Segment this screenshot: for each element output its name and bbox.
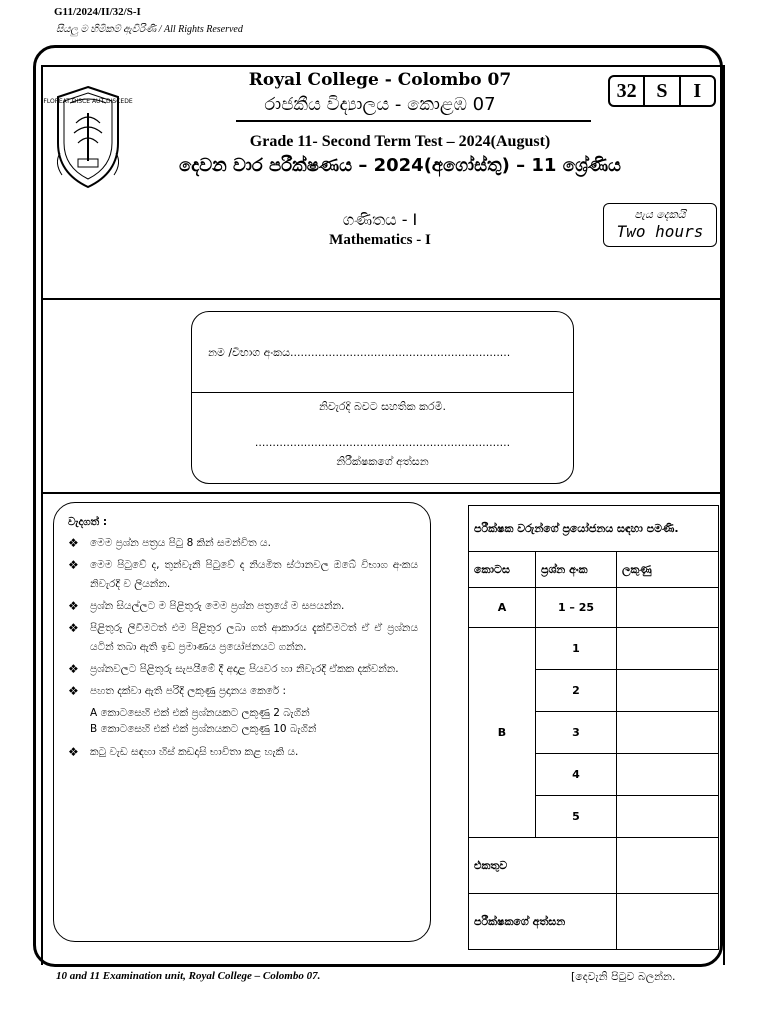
school-crest-icon — [43, 83, 133, 193]
name-field[interactable] — [208, 346, 510, 360]
marks-cell[interactable] — [617, 754, 719, 796]
paper-code: G11/2024/II/32/S-I — [54, 6, 141, 18]
school-name-en: Royal College - Colombo 07 — [248, 70, 512, 90]
instruction-item: ❖ කටු වැඩ සඳහා හිස් කඩදාසි භාවිතා කළ හැකි ය. — [68, 743, 418, 762]
code-medium: S — [643, 77, 678, 105]
a-range-cell: 1 – 25 — [536, 588, 617, 628]
examiner-sign-cell[interactable] — [617, 894, 719, 950]
b-question-cell: 1 — [536, 628, 617, 670]
bullet-icon: ❖ — [68, 621, 79, 635]
name-label: නම /විභාග අංකය — [208, 346, 291, 359]
subject-en: Mathematics - I — [329, 232, 431, 248]
total-cell[interactable] — [617, 838, 719, 894]
bullet-icon: ❖ — [68, 536, 79, 550]
b-question-cell: 4 — [536, 754, 617, 796]
exam-title-si: දෙවන වාර පරීක්ෂණය – 2024(අගෝස්තු) – 11 ශ්‍රේණිය — [178, 155, 621, 176]
marks-cell[interactable] — [617, 628, 719, 670]
instruction-item: ❖ ප්‍රශ්න සියල්ලට ම පිළිතුරු මෙම ප්‍රශ්න පත්‍රයේ ම සපයන්න. — [68, 597, 418, 616]
header-question-no: ප්‍රශ්න අංක — [536, 552, 617, 588]
total-label: එකතුව — [469, 838, 617, 894]
footer-unit: 10 and 11 Examination unit, Royal College – Colombo 07. — [56, 970, 321, 982]
instruction-item: ❖ පහත දක්වා ඇති පරිදි ලකුණු ප්‍රදානය කෙරේ : — [68, 682, 418, 701]
bullet-icon: ❖ — [68, 684, 79, 698]
time-si: පැය දෙකයි — [634, 208, 686, 221]
code-number: 32 — [616, 79, 637, 102]
bullet-icon: ❖ — [68, 558, 79, 572]
exam-title-en: Grade 11- Second Term Test – 2024(August) — [249, 133, 551, 150]
marks-cell[interactable] — [617, 670, 719, 712]
supervisor-signature-label: නිරීක්ෂකගේ අත්සන — [336, 455, 429, 468]
bullet-icon: ❖ — [68, 662, 79, 676]
instruction-item: ❖ ප්‍රශ්නවලට පිළිතුරු සැපයීමේ දී අදාළ පියවර හා නිවැරදි ඒකක දක්වන්න. — [68, 660, 418, 679]
subject-si: ගණිතය - I — [342, 210, 418, 229]
crest-motto: FLOREAT DISCE AUT DISCEDE — [43, 98, 133, 105]
name-dots: ............................................................... — [290, 346, 511, 359]
code-part: I — [679, 77, 714, 105]
instructions-heading: වැදගත් : — [68, 516, 108, 528]
school-name-si: රාජකීය විද්‍යාලය - කොළඹ 07 — [264, 94, 496, 115]
examiner-table — [468, 505, 719, 950]
marks-section-b: B කොටසෙහි එක් එක් ප්‍රශ්නයකට ලකුණු 10 බැගින් — [90, 723, 317, 735]
instruction-item: ❖ මෙම ප්‍රශ්න පත්‍රය පිටු 8 කින් සමන්විත ය. — [68, 534, 418, 553]
instruction-item: ❖ මෙම පිටුවේ ද, තුන්වැනි පිටුවේ ද නියමිත ස්ථානවල ඔබේ විභාග අංකය නිවැරදි ව ලියන්න. — [68, 558, 418, 590]
instructions-box — [53, 502, 431, 942]
bullet-icon: ❖ — [68, 599, 79, 613]
b-question-cell: 2 — [536, 670, 617, 712]
marks-section-a: A කොටසෙහි එක් එක් ප්‍රශ්නයකට ලකුණු 2 බැගින් — [90, 707, 310, 719]
certify-text: නිවැරදි බවට සහතික කරමි. — [318, 400, 447, 413]
examiner-sign-label: පරීක්ෂකගේ අත්සන — [469, 894, 617, 950]
footer-turn-over: [දෙවැනි පිටුව බලන්න. — [571, 970, 676, 983]
time-en: Two hours — [616, 222, 704, 241]
header-section: කොටස — [469, 552, 536, 588]
paper-code-box — [608, 75, 716, 107]
b-question-cell: 3 — [536, 712, 617, 754]
header-marks: ලකුණු — [617, 552, 719, 588]
b-question-cell: 5 — [536, 796, 617, 838]
signature-line[interactable]: ......................................................................... — [254, 436, 511, 449]
examiner-table-title: පරීක්ෂක වරුන්ගේ ප්‍රයෝජනය සඳහා පමණි. — [469, 506, 719, 552]
section-a-cell: A — [469, 588, 536, 628]
bullet-icon: ❖ — [68, 745, 79, 759]
instruction-item: ❖ පිළිතුරු ලිවීමටත් එම පිළිතුර ලබා ගත් ආකාරය දැක්වීමටත් ඒ ඒ ප්‍රශ්නය යටින් තබා ඇති ඉඩ ප්‍රමාණය ප්‍රයෝජනයට ගන්න. — [68, 621, 418, 653]
marks-cell[interactable] — [617, 712, 719, 754]
marks-cell[interactable] — [617, 796, 719, 838]
candidate-box — [191, 311, 574, 484]
section-b-cell: B — [469, 628, 536, 838]
rights-notice: සියලු ම හිමිකම් ඇවිරිණි / All Rights Reserved — [56, 24, 243, 35]
marks-allocation — [68, 705, 418, 737]
time-box — [603, 203, 717, 247]
marks-cell[interactable] — [617, 588, 719, 628]
